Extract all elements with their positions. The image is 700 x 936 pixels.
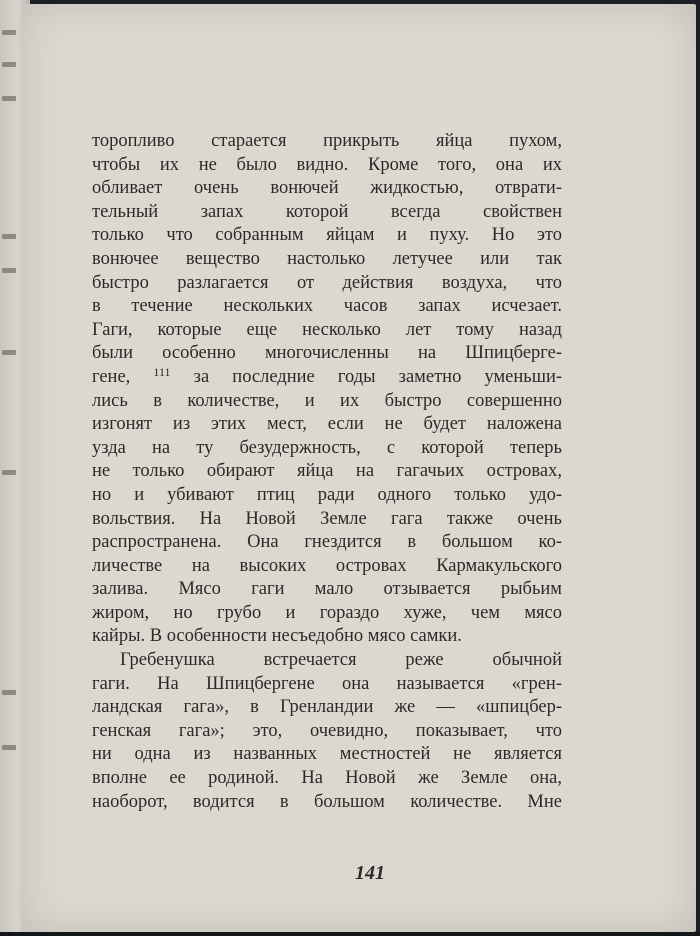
text-line: генская гага»; это, очевидно, показывает, что	[92, 720, 562, 741]
previous-page-text-fragment	[2, 470, 16, 475]
previous-page-text-fragment	[2, 690, 16, 695]
text-fragment: гене,	[92, 366, 131, 387]
text-line: не только обирают яйца на гагачьих островах,	[92, 461, 562, 482]
text-line: залива. Мясо гаги мало отзывается рыбьим	[92, 579, 562, 600]
text-line: в течение нескольких часов запах исчезает.	[92, 296, 562, 317]
text-line: но и убивают птиц ради одного только удо-	[92, 484, 562, 505]
text-line: были особенно многочисленны на Шпицберге-	[92, 343, 562, 364]
text-line: распространена. Она гнездится в большом ко-	[92, 532, 562, 553]
previous-page-text-fragment	[2, 96, 16, 101]
text-line: кайры. В особенности несъедобно мясо самки.	[92, 626, 462, 647]
previous-page-text-fragment	[2, 234, 16, 239]
text-line: обливает очень вонючей жидкостью, отврати-	[92, 178, 562, 199]
previous-page-text-fragment	[2, 30, 16, 35]
text-line: вонючее вещество настолько летучее или так	[92, 248, 562, 269]
text-line: узда на ту безудержность, с которой теперь	[92, 437, 562, 458]
footnote-reference: 111	[153, 364, 171, 379]
page-number: 141	[355, 862, 385, 884]
text-line: быстро разлагается от действия воздуха, что	[92, 272, 562, 293]
text-line: жиром, но грубо и гораздо хуже, чем мясо	[92, 602, 562, 623]
previous-page-text-fragment	[2, 62, 16, 67]
text-line: изгонят из этих мест, если не будет наложена	[92, 414, 562, 435]
previous-page-text-fragment	[2, 745, 16, 750]
page-body-text	[92, 130, 562, 814]
text-line: вполне ее родиной. На Новой же Земле она,	[92, 768, 562, 789]
text-line: Гребенушка встречается реже обычной	[120, 650, 562, 671]
text-line: ни одна из названных местностей не является	[92, 744, 562, 765]
previous-page-text-fragment	[2, 268, 16, 273]
text-line: гаги. На Шпицбергене она называется «грен-	[92, 673, 562, 694]
text-line: тельный запах которой всегда свойствен	[92, 201, 562, 222]
text-line: чтобы их не было видно. Кроме того, она их	[92, 154, 562, 175]
text-line-with-footnote	[92, 366, 562, 390]
text-line: только что собранным яйцам и пуху. Но это	[92, 225, 562, 246]
text-line: торопливо старается прикрыть яйца пухом,	[92, 131, 562, 151]
book-page	[22, 4, 696, 932]
text-line: Гаги, которые еще несколько лет тому назад	[92, 319, 562, 340]
text-line: вольствия. На Новой Земле гага также очень	[92, 508, 562, 529]
text-line: наоборот, водится в большом количестве. Мне	[92, 791, 562, 812]
text-fragment: за последние годы заметно уменьши-	[193, 366, 563, 387]
scan-background-edge	[0, 932, 700, 936]
text-line: личестве на высоких островах Кармакульского	[92, 555, 562, 576]
previous-page-text-fragment	[2, 350, 16, 355]
text-line: лись в количестве, и их быстро совершенно	[92, 390, 562, 411]
text-line: ландская гага», в Гренландии же — «шпицбер-	[92, 697, 562, 718]
